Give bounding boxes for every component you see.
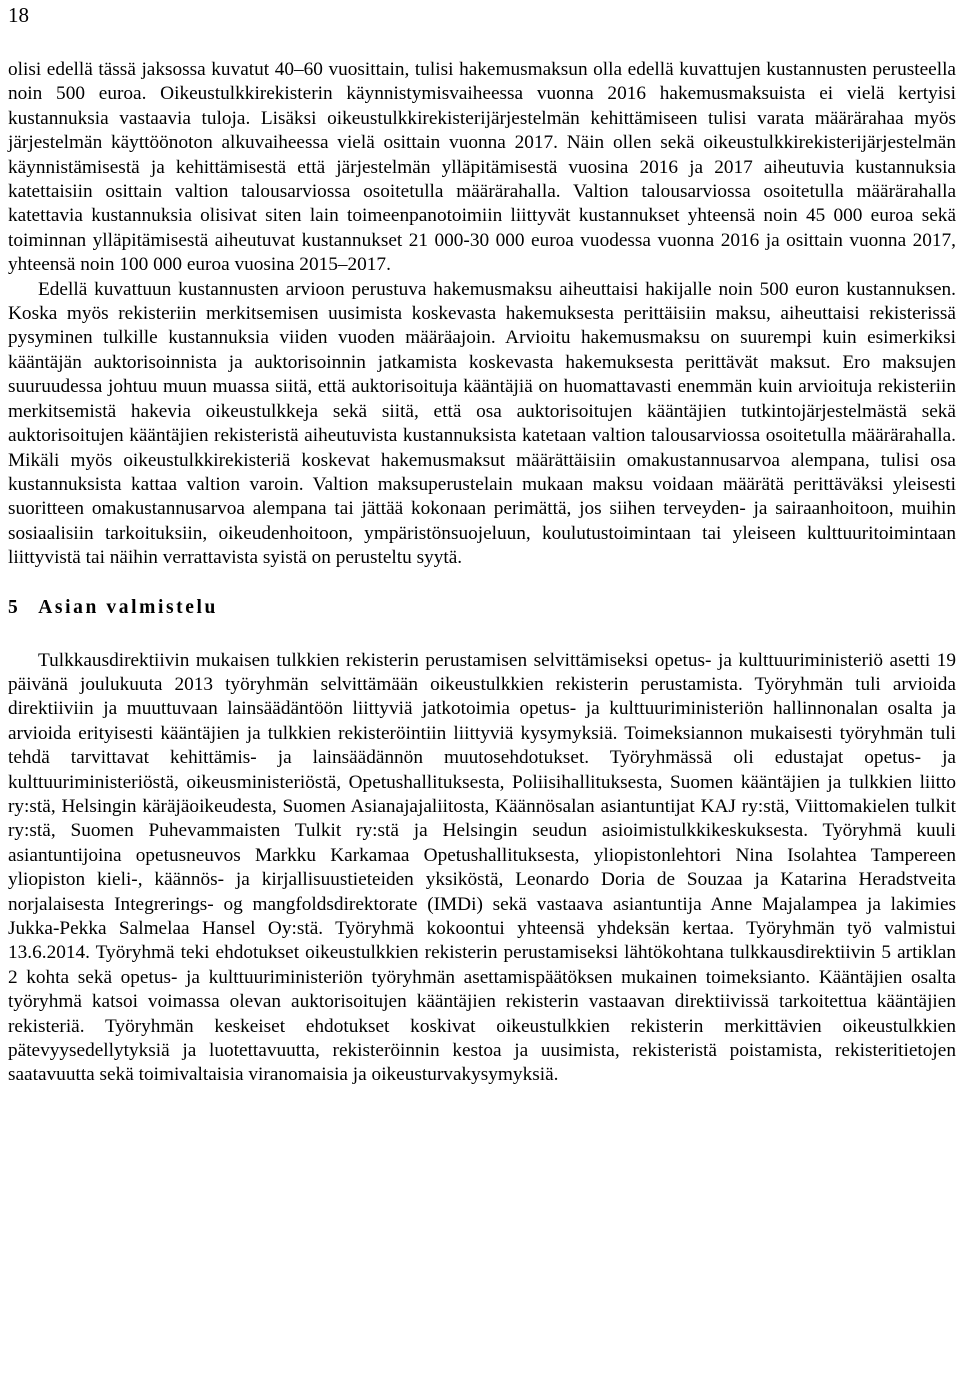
paragraph-preparation: Tulkkausdirektiivin mukaisen tulkkien rekisterin perustamisen selvittämiseksi opetus- ja kulttuuriministeriö asetti 19 päivänä joulukuuta 2013 työryhmän selvittämään oikeustulkkien rekisterin perustamista. Työryhmän tuli arvioida direktiiviin ja muuttuvaan lainsäädäntöön liittyviä jatkotoimia opetus- ja kulttuuriministeriön hallinnonalan osalta ja arvioida erityisesti kääntäjien ja tulkkien rekisteröintiin liittyviä kysymyksiä. Toimeksiannon mukaisesti työryhmän tuli tehdä tarvittavat kehittämis- ja lainsäädännön muutosehdotukset. Työryhmässä oli edustajat opetus- ja kulttuuriministeriöstä, oikeusministeriöstä, Opetushallituksesta, Poliisihallituksesta, Suomen kääntäjien ja tulkkien liitto ry:stä, Helsingin käräjäoikeudesta, Suomen Asianajajaliitosta, Käännösalan asiantuntijat KAJ ry:stä, Viittomakielen tulkit ry:stä, Suomen Puhevammaisten Tulkit ry:stä ja Helsingin seudun asioimistulkkikeskuksesta. Työryhmä kuuli asiantuntijoina opetusneuvos Markku Karkamaa Opetushallituksesta, yliopistonlehtori Nina Isolahtea Tampereen yliopiston kieli-, käännös- ja kirjallisuustieteiden yksiköstä, Leonardo Doria de Souzaa ja Katarina Heradstveita norjalaisesta Integrerings- og mangfoldsdirektorate (IMDi) sekä vastaava asiantuntija Anne Majalampea ja lakimies Jukka-Pekka Salmelaa Hansel Oy:stä. Työryhmä kokoontui yhteensä yhdeksän kertaa. Työryhmän työ valmistui 13.6.2014. Työryhmä teki ehdotukset oikeustulkkien rekisterin perustamiseksi lähtökohtana tulkkausdirektiivin 5 artiklan 2 kohta sekä opetus- ja kulttuuriministeriön työryhmän asettamispäätöksen mukainen toimeksianto. Kääntäjien osalta työryhmä katsoi voimassa olevan auktorisoitujen kääntäjien rekisterin vastaavan direktiivissä tarkoitettua kääntäjien rekisteriä. Työryhmän keskeiset ehdotukset koskivat oikeustulkkien rekisterin merkittävien oikeustulkkien pätevyysedellytyksiä ja luotettavuutta, rekisteröinnin kestoa ja uusimista, rekisteristä poistamista, rekisteritietojen saatavuutta sekä toimivaltaisia viranomaisia ja oikeusturvakysymyksiä. [8,649,956,1086]
page-number: 18 [8,3,29,27]
section-title: Asian valmistelu [38,596,218,618]
section-heading [8,596,956,620]
document-body [8,58,956,1088]
paragraph-application-fee: Edellä kuvattuun kustannusten arvioon perustuva hakemusmaksu aiheuttaisi hakijalle noin 500 euron kustannuksen. Koska myös rekisteriin merkitsemisen uusimista koskevasta hakemuksesta perittäisiin maksu, aiheuttaisi rekisterissä pysyminen tulkille kustannuksia viiden vuoden määräajoin. Arvioitu hakemusmaksu on suurempi kuin esimerkiksi kääntäjän auktorisoinnista ja auktorisoinnin jatkamista koskevasta hakemuksesta perittävät maksut. Ero maksujen suuruudessa johtuu muun muassa siitä, että auktorisoituja kääntäjiä on huomattavasti enemmän kuin arvioituja rekisteriin merkitsemistä hakevia oikeustulkkeja sekä siitä, että osa auktorisoitujen kääntäjien tutkintojärjestelmästä sekä auktorisoitujen kääntäjien rekisteristä aiheutuvista kustannuksista katetaan valtion talousarviossa osoitetulla määrärahalla. Mikäli myös oikeustulkkirekisteriä koskevat hakemusmaksut määrättäisiin omakustannusarvoa alempana, tulisi osa kustannuksista kattaa valtion varoin. Valtion maksuperustelain mukaan maksu voidaan määrätä perittäväksi yleisesti suoritteen omakustannusarvoa alempana tai jättää kokonaan perimättä, jos siihen terveyden- ja sairaanhoitoon, muihin sosiaalisiin tarkoituksiin, oikeudenhoitoon, ympäristönsuojeluun, koulutustoimintaan tai yleiseen kulttuuritoimintaan liittyvistä tai näihin verrattavista syistä on perusteltu syytä. [8,278,956,569]
paragraph-costs-continued: olisi edellä tässä jaksossa kuvatut 40–60 vuosittain, tulisi hakemusmaksun olla edellä kuvattujen kustannusten perusteella noin 500 euroa. Oikeustulkkirekisterin käynnistymisvaiheessa vuonna 2016 hakemusmaksuista ei vielä kertyisi kustannuksia vastaavia tuloja. Lisäksi oikeustulkkirekisterijärjestelmän kehittämiseen tulisi varata määrärahaa myös järjestelmän käyttöönoton alkuvaiheessa vielä osittain vuonna 2017. Näin ollen sekä oikeustulkkirekisterijärjestelmän käynnistämisestä ja kehittämisestä että järjestelmän ylläpitämisestä vuosina 2016 ja 2017 aiheutuvia kustannuksia katettaisiin osittain valtion talousarviossa osoitetulla määrärahalla. Valtion talousarviossa osoitetulla määrärahalla katettavia kustannuksia olisivat siten lain toimeenpanotoimiin liittyvät kustannukset yhteensä noin 45 000 euroa sekä toiminnan ylläpitämisestä aiheutuvat kustannukset 21 000-30 000 euroa vuodessa vuonna 2016 ja osittain vuonna 2017, yhteensä noin 100 000 euroa vuosina 2015–2017. [8,59,956,276]
section-number: 5 [8,596,19,618]
